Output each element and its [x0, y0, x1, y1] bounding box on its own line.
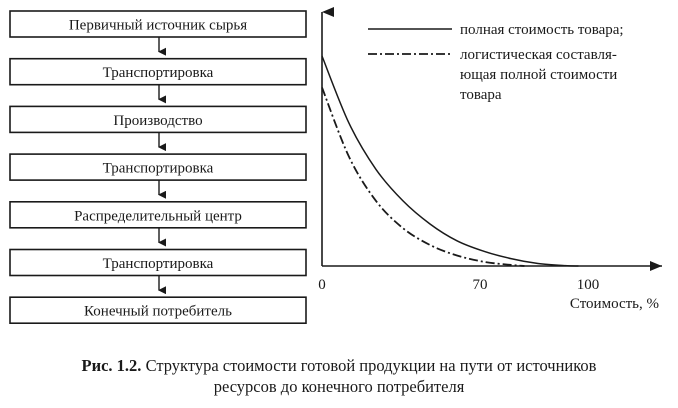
supply-chain-flowchart — [10, 11, 306, 323]
flow-step-label: Распределительный центр — [74, 208, 242, 225]
legend-label: полная стоимость товара; — [460, 22, 624, 38]
flow-step — [10, 297, 306, 323]
flow-step-label: Производство — [113, 112, 203, 129]
x-tick-label: 100 — [576, 277, 600, 293]
legend-label: логистическая составля- — [460, 47, 617, 63]
flow-step-label: Конечный потребитель — [84, 303, 232, 320]
caption-line-1 — [0, 355, 678, 376]
x-tick-labels — [318, 277, 599, 293]
flow-step-label: Транспортировка — [102, 160, 214, 177]
series-layer — [322, 56, 579, 266]
flow-step — [10, 154, 306, 180]
legend-label: товара — [460, 87, 502, 103]
caption-line-2: ресурсов до конечного потребителя — [213, 377, 465, 396]
flow-step — [10, 11, 306, 37]
flow-step — [10, 250, 306, 276]
caption-text: Структура стоимости готовой продукции на пути от источников — [141, 356, 597, 375]
flow-step-label: Транспортировка — [102, 65, 214, 82]
legend — [368, 22, 624, 103]
cost-chart — [318, 12, 662, 312]
x-tick-label: 0 — [318, 277, 326, 293]
flow-step-label: Первичный источник сырья — [68, 17, 248, 34]
flow-step — [10, 59, 306, 85]
flow-step — [10, 106, 306, 132]
series-line-total-cost — [322, 56, 579, 266]
x-axis-label: Стоимость, % — [569, 296, 659, 312]
series-line-logistics-cost — [322, 88, 525, 267]
caption-label: Рис. 1.2. — [81, 356, 142, 375]
flow-step — [10, 202, 306, 228]
x-tick-label: 70 — [472, 277, 488, 293]
figure-caption — [0, 355, 678, 397]
legend-label: ющая полной стоимости — [460, 67, 618, 83]
flow-step-label: Транспортировка — [102, 256, 214, 272]
